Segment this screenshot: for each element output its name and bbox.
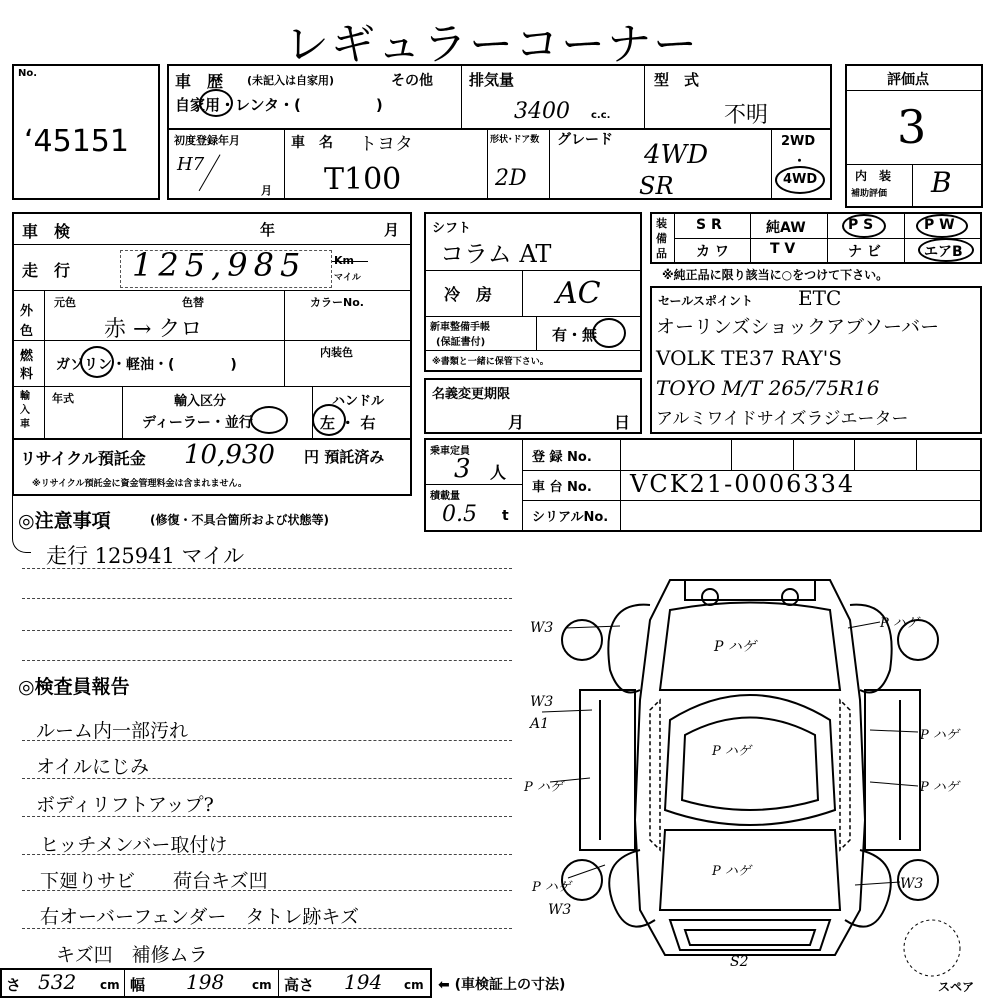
color-value: 赤 → クロ — [104, 317, 203, 342]
height-unit: cm — [404, 978, 424, 992]
maintenance-label1: 新車整備手帳 — [430, 322, 490, 333]
inspector-line-4: ヒッチメンバー取付け — [40, 834, 228, 856]
shaken-year-label: 年 — [260, 221, 276, 239]
spec-grid — [167, 64, 832, 200]
sales-points-label: セールスポイント — [658, 294, 753, 308]
mileage-unit-km: Km — [334, 254, 354, 267]
capacity-unit: 人 — [490, 463, 507, 482]
aircon-label: 冷 房 — [444, 285, 493, 304]
shaken-month-label: 月 — [384, 221, 400, 239]
name-change-label: 名義変更期限 — [432, 387, 511, 402]
width-value: 198 — [186, 970, 225, 994]
usage-other: その他 — [391, 73, 433, 89]
usage-note: (未記入は自家用) — [247, 74, 335, 87]
fuel-selected-circle — [80, 346, 114, 378]
equip-tv: T V — [770, 241, 796, 257]
score-label: 評価点 — [887, 72, 929, 88]
equipment-box — [650, 212, 982, 264]
name-change-day: 日 — [614, 413, 631, 432]
evaluation-box — [845, 64, 983, 208]
chassis-no-value: VCK21-0006334 — [630, 470, 856, 498]
maintenance-selected — [592, 318, 626, 348]
equip-leather: カ ワ — [696, 244, 729, 260]
interior-eval-value: B — [931, 166, 952, 199]
color-no-label: カラーNo. — [310, 296, 364, 309]
equip-navi: ナ ビ — [848, 244, 881, 260]
inspector-line-3: ボディリフトアップ? — [36, 794, 214, 816]
import-type-options: ディーラー・並行 — [142, 415, 253, 431]
handle-selected — [312, 404, 346, 436]
displacement-value: 3400 — [514, 99, 570, 124]
left-info-box — [12, 212, 412, 496]
inspector-line-1: ルーム内一部汚れ — [36, 720, 189, 742]
height-value: 194 — [344, 970, 383, 994]
import-year-label: 年式 — [52, 392, 74, 405]
interior-color-label: 内装色 — [320, 346, 353, 359]
mark-hood: P ハゲ — [714, 639, 756, 655]
maintenance-note: ※書類と一緒に保管下さい。 — [432, 357, 549, 367]
height-label: 高さ — [284, 976, 315, 994]
recycle-value: 10,930 — [184, 440, 275, 470]
width-unit: cm — [252, 978, 272, 992]
fuel-options: ガソリン・軽油・( ) — [56, 357, 237, 373]
drive-2wd: 2WD — [781, 134, 816, 149]
sales-point-1: ETC — [798, 286, 842, 310]
interior-eval-label2: 補助評価 — [851, 189, 888, 199]
mark-front-left: W3 — [530, 620, 554, 636]
import-type-label: 輸入区分 — [174, 394, 227, 409]
name-change-month: 月 — [508, 413, 525, 432]
handle-options: 左 ・ 右 — [320, 414, 376, 432]
equip-pw: P W — [924, 217, 955, 233]
sales-point-2: オーリンズショックアブソーバー — [656, 316, 940, 338]
shape-value: 2D — [495, 166, 527, 191]
fuel-label: 燃料 — [20, 349, 34, 382]
first-reg-year: H7 — [177, 154, 205, 175]
shift-label: シフト — [432, 221, 472, 236]
equip-airbag: エアB — [924, 244, 963, 260]
displacement-unit: c.c. — [591, 110, 611, 121]
recycle-suffix: 円 預託済み — [304, 448, 385, 466]
shift-value: コラム AT — [440, 240, 552, 268]
mark-front-right: P ハゲ — [880, 616, 919, 631]
mark-right-door-2: P ハゲ — [920, 780, 959, 795]
interior-eval-label1: 内 装 — [855, 169, 892, 183]
color-change-label: 色替 — [182, 296, 204, 309]
car-diagram — [520, 560, 990, 980]
import-label: 輸入車 — [20, 391, 30, 430]
drive-dot: ・ — [793, 154, 807, 169]
spare-label: スペア — [938, 980, 975, 994]
equip-pw-circle — [916, 214, 968, 238]
equip-ps-circle — [842, 214, 886, 238]
mileage-value: 125,985 — [132, 246, 307, 284]
recycle-label: リサイクル預託金 — [20, 449, 146, 468]
grade-line2: SR — [639, 172, 674, 200]
equip-ps: P S — [848, 217, 874, 233]
mark-rear-left-fender: P ハゲ — [532, 880, 571, 895]
first-reg-month-label: 月 — [261, 184, 272, 197]
length-value: 532 — [38, 970, 77, 994]
mileage-label: 走 行 — [22, 261, 71, 280]
mark-left-door-a: A1 — [530, 716, 550, 732]
caution-note: 走行 125941 マイル — [46, 544, 245, 568]
length-label: さ — [6, 976, 22, 994]
name-change-box — [424, 378, 642, 434]
aircon-value: AC — [556, 276, 601, 311]
inspector-line-7: キズ凹 補修ムラ — [56, 944, 208, 966]
car-name-value: T100 — [324, 162, 402, 197]
inspector-line-5: 下廻りサビ 荷台キズ凹 — [40, 870, 268, 892]
caution-label: ◎注意事項 — [18, 510, 111, 532]
inspector-label: ◎検査員報告 — [18, 676, 130, 698]
recycle-note: ※リサイクル預託金に資金管理料金は含まれません。 — [32, 479, 248, 489]
import-type-selected — [250, 406, 288, 434]
model-type-value: 不明 — [724, 103, 769, 128]
equip-aw: 純AW — [766, 220, 806, 236]
model-type-label: 型 式 — [654, 71, 700, 89]
inspector-line-2: オイルにじみ — [36, 756, 150, 778]
capacity-label: 乗車定員 — [430, 446, 470, 457]
lot-value: ‘45151 — [24, 124, 129, 159]
color-label: 外色 — [20, 304, 34, 339]
caution-sub: (修復・不具合箇所および状態等) — [150, 513, 329, 527]
sales-points-box — [650, 286, 982, 434]
shift-aircon-box — [424, 212, 642, 372]
mark-rear-bumper: S2 — [730, 954, 749, 970]
displacement-label: 排気量 — [469, 71, 515, 89]
mark-bed: P ハゲ — [712, 864, 751, 879]
drive-selected-circle — [775, 166, 825, 194]
first-reg-label: 初度登録年月 — [174, 134, 240, 147]
sales-point-4: TOYO M/T 265/75R16 — [656, 376, 880, 400]
drive-4wd: 4WD — [783, 172, 818, 187]
mark-left-rear-door: P ハゲ — [524, 780, 563, 795]
sales-point-5: アルミワイドサイズラジエーター — [656, 409, 909, 429]
caution-arrow-line — [12, 266, 31, 553]
reg-no-label: 登 録 No. — [532, 450, 592, 465]
mileage-unit-mile: マイル — [334, 273, 361, 283]
shape-label: 形状･ドア数 — [490, 135, 540, 145]
load-unit: t — [502, 508, 509, 524]
color-orig-label: 元色 — [54, 296, 76, 309]
width-label: 幅 — [130, 976, 146, 994]
chassis-no-label: 車 台 No. — [532, 480, 592, 495]
maintenance-label2: (保証書付) — [436, 337, 486, 348]
car-name-label: 車 名 — [291, 135, 333, 151]
equipment-label: 装備品 — [656, 217, 667, 260]
car-maker: トヨタ — [359, 134, 413, 155]
mark-left-door-w: W3 — [530, 694, 554, 710]
equip-airbag-circle — [918, 238, 974, 262]
grade-label: グレード — [557, 132, 613, 148]
equipment-note: ※純正品に限り該当に○をつけて下さい。 — [662, 268, 889, 282]
load-value: 0.5 — [442, 502, 477, 527]
length-unit: cm — [100, 978, 120, 992]
inspector-line-6: 右オーバーフェンダー タトレ跡キズ — [40, 906, 360, 928]
page-title: レギュラーコーナー — [285, 19, 699, 70]
score-value: 3 — [897, 100, 927, 154]
usage-label: 車 歴 — [175, 72, 224, 91]
lot-label: No. — [18, 68, 38, 79]
mark-rear-left: W3 — [548, 902, 572, 918]
maintenance-value: 有・無 — [552, 326, 598, 344]
usage-options: 自家用・レンタ・( ) — [175, 96, 383, 114]
capacity-value: 3 — [454, 454, 471, 484]
load-label: 積載量 — [430, 491, 460, 502]
grade-line1: 4WD — [644, 140, 709, 170]
sales-point-3: VOLK TE37 RAY'S — [656, 346, 842, 370]
mark-rear-right: W3 — [900, 876, 924, 892]
mileage-km-strike — [332, 261, 368, 262]
dimensions-note: ⬅ (車検証上の寸法) — [438, 977, 566, 993]
registration-box — [424, 438, 982, 532]
lot-number-box — [12, 64, 160, 200]
handle-label: ハンドル — [332, 394, 385, 409]
equip-sr: S R — [696, 217, 722, 233]
shaken-label: 車 検 — [22, 222, 71, 241]
serial-no-label: シリアルNo. — [532, 510, 609, 525]
dimensions-box — [0, 968, 432, 998]
mark-right-door-1: P ハゲ — [920, 728, 959, 743]
mark-roof: P ハゲ — [712, 744, 751, 759]
usage-selected-circle — [199, 89, 233, 117]
